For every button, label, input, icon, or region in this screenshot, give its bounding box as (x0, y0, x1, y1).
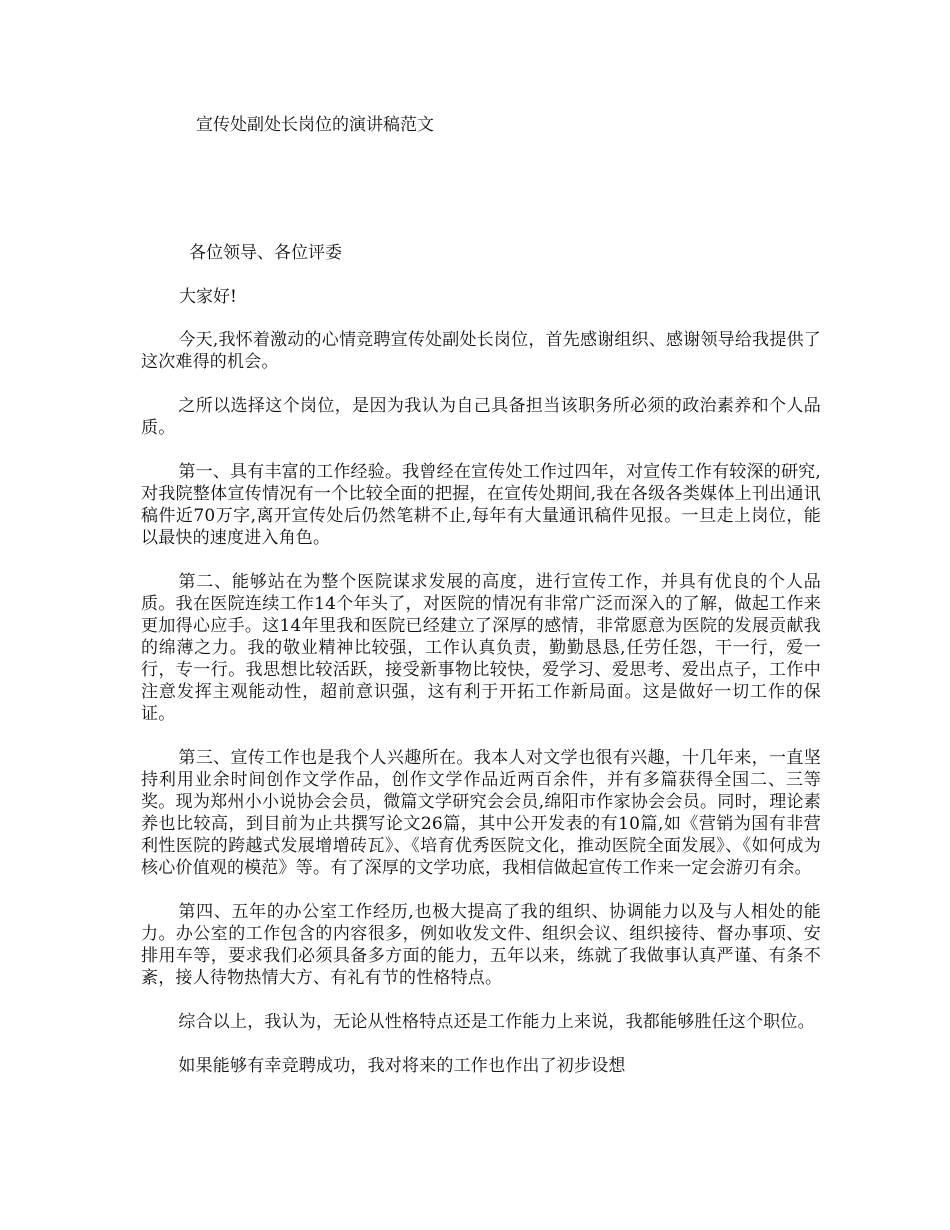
paragraph-reason: 之所以选择这个岗位，是因为我认为自己具备担当该职务所必须的政治素养和个人品质。 (141, 396, 821, 438)
paragraph-fourth-point: 第四、五年的办公室工作经历,也极大提高了我的组织、协调能力以及与人相处的能力。办公室的工作包含的内容很多，例如收发文件、组织会议、组织接待、督办事项、安排用车等，要求我们必须具备多方面的能力，五年以来，练就了我做事认真严谨、有条不紊，接人待物热情大方、有礼有节的性格特点。 (141, 902, 821, 988)
paragraph-plans: 如果能够有幸竞聘成功，我对将来的工作也作出了初步设想 (178, 1056, 626, 1076)
paragraph-second-point: 第二、能够站在为整个医院谋求发展的高度，进行宣传工作，并具有优良的个人品质。我在医院连续工作14个年头了，对医院的情况有非常广泛而深入的了解，做起工作来更加得心应手。这14年里我和医院已经建立了深厚的感情，非常愿意为医院的发展贡献我的绵薄之力。我的敬业精神比较强，工作认真负责，勤勤恳恳,任劳任怨，干一行，爱一行，专一行。我思想比较活跃，接受新事物比较快，爱学习、爱思考、爱出点子，工作中注意发挥主观能动性，超前意识强，这有利于开拓工作新局面。这是做好一切工作的保证。 (141, 572, 821, 724)
speech-body (141, 329, 821, 1099)
salutation: 各位领导、各位评委 (189, 243, 342, 263)
paragraph-opening: 今天,我怀着激动的心情竞聘宣传处副处长岗位，首先感谢组织、感谢领导给我提供了这次难得的机会。 (141, 330, 821, 372)
paragraph-summary: 综合以上，我认为，无论从性格特点还是工作能力上来说，我都能够胜任这个职位。 (178, 1012, 815, 1032)
document-title: 宣传处副处长岗位的演讲稿范文 (196, 115, 434, 135)
greeting: 大家好! (179, 287, 237, 307)
paragraph-first-point: 第一、具有丰富的工作经验。我曾经在宣传处工作过四年，对宣传工作有较深的研究,对我院整体宣传情况有一个比较全面的把握，在宣传处期间,我在各级各类媒体上刊出通讯稿件近70万字,离开宣传处后仍然笔耕不止,每年有大量通讯稿件见报。一旦走上岗位，能以最快的速度进入角色。 (141, 462, 821, 548)
paragraph-third-point: 第三、宣传工作也是我个人兴趣所在。我本人对文学也很有兴趣，十几年来，一直坚持利用业余时间创作文学作品，创作文学作品近两百余件，并有多篇获得全国二、三等奖。现为郑州小小说协会会员，微篇文学研究会会员,绵阳市作家协会会员。同时，理论素养也比较高，到目前为止共撰写论文26篇，其中公开发表的有10篇,如《营销为国有非营利性医院的跨越式发展增增砖瓦》、《培育优秀医院文化，推动医院全面发展》、《如何成为核心价值观的模范》等。有了深厚的文学功底，我相信做起宣传工作来一定会游刃有余。 (141, 748, 821, 878)
